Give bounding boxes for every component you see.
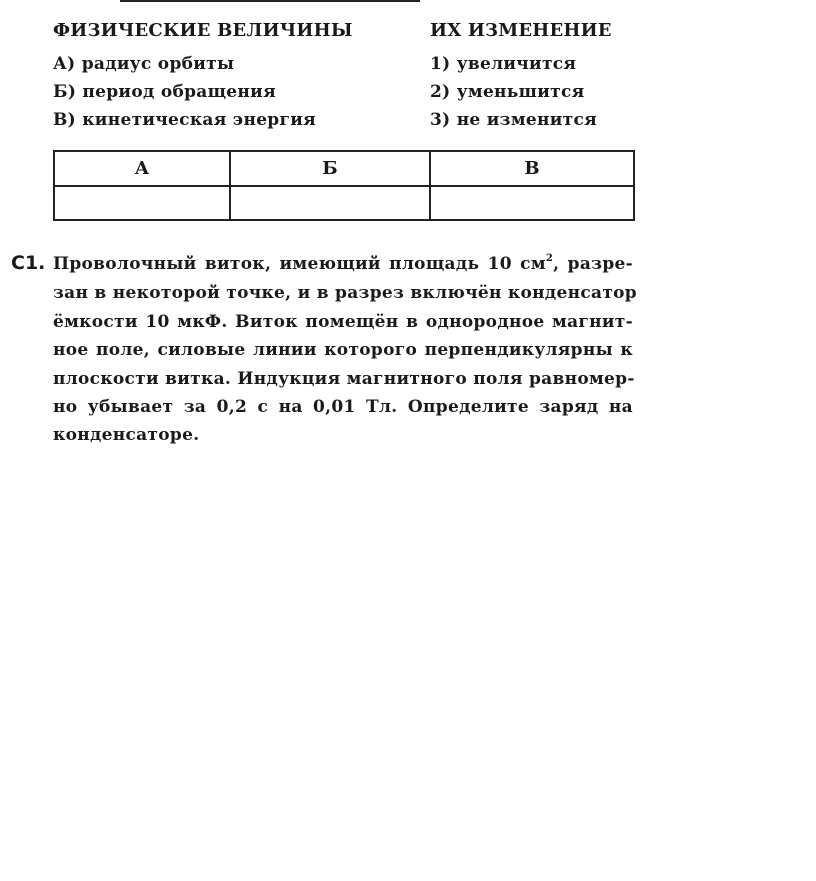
quantity-item: Б) период обращения: [53, 82, 276, 102]
quantities-header: ФИЗИЧЕСКИЕ ВЕЛИЧИНЫ: [53, 20, 353, 41]
question-line: плоскости витка. Индукция магнитного поля равномер-: [53, 369, 635, 389]
question-text: Проволочный виток, имеющий площадь 10 см: [53, 254, 546, 274]
question-line: ное поле, силовые линии которого перпендикулярны к: [53, 340, 633, 360]
quantity-item: А) радиус орбиты: [53, 54, 235, 74]
answer-table-header-row: [54, 151, 634, 186]
changes-header: ИХ ИЗМЕНЕНИЕ: [430, 20, 612, 41]
answer-cell-a[interactable]: [54, 186, 230, 220]
question-number: C1.: [11, 252, 46, 274]
change-item: 2) уменьшится: [430, 82, 585, 102]
question-line: но убывает за 0,2 с на 0,01 Тл. Определите заряд на: [53, 397, 633, 417]
answer-header-b: Б: [230, 151, 430, 186]
answer-cell-b[interactable]: [230, 186, 430, 220]
answer-table: [53, 150, 635, 221]
question-line: конденсаторе.: [53, 425, 200, 445]
answer-header-v: В: [430, 151, 634, 186]
change-item: 3) не изменится: [430, 110, 598, 130]
answer-cell-v[interactable]: [430, 186, 634, 220]
top-edge-rule: [120, 0, 420, 2]
superscript: 2: [545, 253, 554, 264]
question-text: , разре-: [553, 254, 633, 274]
answer-table-input-row: [54, 186, 634, 220]
question-line: зан в некоторой точке, и в разрез включён конденсатор: [53, 283, 637, 303]
answer-header-a: А: [54, 151, 230, 186]
question-line: [53, 254, 633, 274]
change-item: 1) увеличится: [430, 54, 577, 74]
question-line: ёмкости 10 мкФ. Виток помещён в однородное магнит-: [53, 312, 633, 332]
quantity-item: В) кинетическая энергия: [53, 110, 316, 130]
